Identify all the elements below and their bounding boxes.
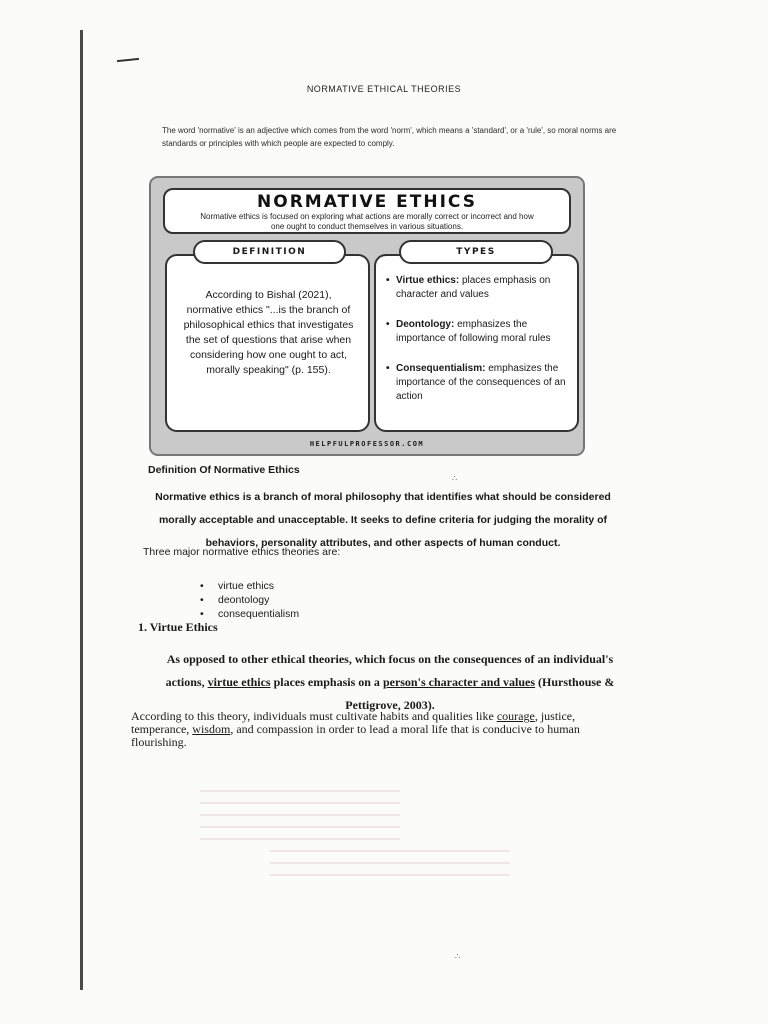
theories-intro: Three major normative ethics theories are:	[143, 546, 341, 558]
list-item: • consequentialism	[200, 607, 299, 621]
definition-tag: DEFINITION	[193, 240, 346, 264]
virtue-ethics-heading: 1. Virtue Ethics	[138, 620, 218, 634]
infographic-source: HELPFULPROFESSOR.COM	[309, 440, 425, 448]
definition-heading: Definition Of Normative Ethics	[148, 464, 300, 476]
text-run: places emphasis on a	[270, 675, 383, 689]
text-run: , and compassion in order to lead a moral life that is conducive to human flourishing.	[131, 722, 580, 749]
text-run: As opposed to other ethical theories, which focus on the consequences of an individual's actions,	[165, 652, 614, 689]
type-name: Consequentialism:	[396, 363, 486, 374]
pen-mark	[117, 58, 139, 62]
theories-list	[200, 579, 299, 621]
bleed-through-text	[270, 840, 510, 880]
types-list	[386, 274, 571, 420]
page-title: NORMATIVE ETHICAL THEORIES	[306, 84, 462, 94]
page-edge-shadow	[80, 30, 83, 990]
type-desc: emphasizes the importance of following moral rules	[396, 319, 551, 344]
types-panel	[374, 254, 579, 432]
intro-paragraph: The word 'normative' is an adjective which comes from the word 'norm', which means a 'standard', or a 'rule', so moral norms are standards or principles with which people are expected to comply.	[162, 126, 617, 148]
type-item-consequentialism	[386, 362, 571, 404]
type-desc: places emphasis on character and values	[396, 275, 551, 300]
text-run: According to this theory, individuals must cultivate habits and qualities like	[131, 709, 497, 723]
infographic-title: NORMATIVE ETHICS	[257, 192, 477, 212]
character-values-link: person's character and values	[382, 675, 536, 689]
types-tag: TYPES	[399, 240, 553, 264]
definition-text: According to Bishal (2021), normative ethics "...is the branch of philosophical ethics that investigates the set of questions that arise when considering how one ought to act, morally speaking" (p. 155).	[183, 289, 354, 376]
type-name: Virtue ethics:	[396, 275, 460, 286]
type-item-virtue-ethics	[386, 274, 571, 302]
virtue-ethics-link: virtue ethics	[207, 675, 271, 689]
infographic-header	[163, 188, 571, 234]
virtue-theory-paragraph	[131, 710, 611, 749]
type-desc: emphasizes the importance of the consequences of an action	[396, 363, 566, 402]
virtue-ethics-paragraph	[155, 648, 625, 717]
text-run: , justice, temperance,	[131, 709, 576, 736]
courage-link: courage	[496, 709, 535, 723]
type-name: Deontology:	[396, 319, 455, 330]
scan-speck: ∴	[452, 474, 458, 483]
definition-panel	[165, 254, 370, 432]
list-item: • virtue ethics	[200, 579, 299, 593]
scan-speck: ∴	[455, 952, 461, 961]
text-run: (Hursthouse & Pettigrove, 2003).	[345, 675, 615, 712]
list-item: • deontology	[200, 593, 299, 607]
normative-ethics-infographic	[149, 176, 585, 456]
type-item-deontology	[386, 318, 571, 346]
definition-paragraph: Normative ethics is a branch of moral philosophy that identifies what should be considered morally acceptable and unacceptable. It seeks to define criteria for judging the morality of behaviors, personality attributes, and other aspects of human conduct.	[155, 491, 611, 549]
infographic-subtitle: Normative ethics is focused on exploring what actions are morally correct or incorrect and how one ought to conduct themselves in various situations.	[200, 212, 534, 231]
wisdom-link: wisdom	[192, 722, 231, 736]
